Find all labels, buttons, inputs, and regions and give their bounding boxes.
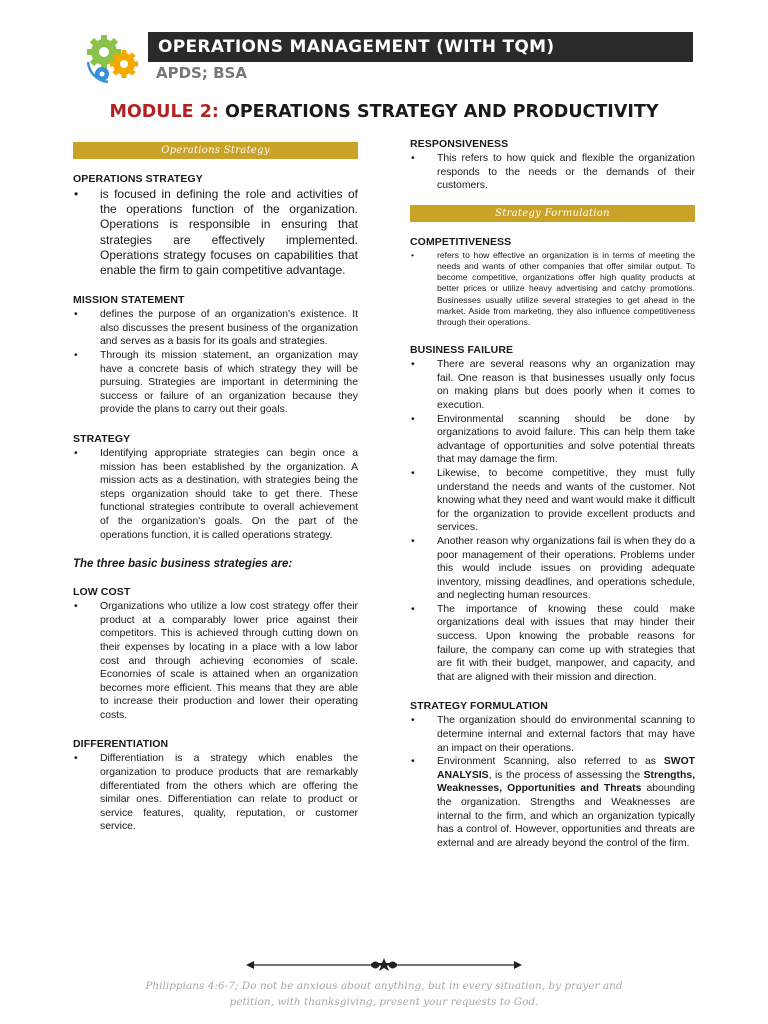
bullet-item: • The organization should do environmental scanning to determine internal and external factors that may have an impact on their operations. bbox=[410, 714, 695, 755]
section-heading: DIFFERENTIATION bbox=[73, 738, 169, 751]
section-heading: LOW COST bbox=[73, 586, 131, 599]
bullet-item: • Organizations who utilize a low cost strategy offer their product at a comparably lower price against their competitors. This is achieved through cutting down on their expenses by locating in a place with a low labor cost and through achieving economies of scale. Economies of scale is attained when an organization becomes more efficient. This means that they are able to increase their production and lower their operating costs. bbox=[73, 600, 358, 722]
module-heading bbox=[0, 102, 768, 122]
right-column bbox=[410, 138, 695, 866]
bullet-item: • Through its mission statement, an organization may have a concrete basis of which strategy they will be pursuing. Strategies are important in determining the success or failure of an organization because they provide the plans to carry out their goals. bbox=[73, 349, 358, 417]
section-operations-strategy bbox=[73, 173, 358, 278]
footer-line: Philippians 4:6-7; Do not be anxious about anything, but in every situation, by prayer and bbox=[145, 980, 623, 992]
left-column bbox=[73, 142, 358, 850]
ornament-divider-icon bbox=[246, 956, 522, 974]
text-run: , is the process of assessing the bbox=[488, 769, 644, 781]
section-heading: STRATEGY bbox=[73, 432, 131, 445]
module-number: MODULE 2: bbox=[109, 102, 219, 122]
bullet-item: • refers to how effective an organization is in terms of meeting the needs and wants of other companies that offer similar output. To become competitive, organizations offer high quality products at better prices or utilize heavy advertising and catchy promotions. Businesses usually utilize several strategies to get ahead in the market. Aside from marketing, they also influence competitiveness through their operations. bbox=[410, 250, 695, 328]
text-run: Environment Scanning, also referred to as bbox=[437, 756, 664, 768]
course-subtitle: APDS; BSA bbox=[156, 64, 247, 82]
section-responsiveness bbox=[410, 138, 695, 193]
section-heading: STRATEGY FORMULATION bbox=[410, 700, 548, 713]
section-heading: MISSION STATEMENT bbox=[73, 294, 185, 307]
section-strategy bbox=[73, 433, 358, 542]
bullet-item: • Identifying appropriate strategies can begin once a mission has been established by the organization. A mission acts as a destination, with strategies being the steps organization should take to get there. These functional strategies contribute to overall achievement of the organization's goals. On the part of the operations function, it is called operations strategy. bbox=[73, 447, 358, 542]
section-heading: RESPONSIVENESS bbox=[410, 138, 509, 150]
swot-elements: Strengths, Weaknesses, Opportunities and Threats bbox=[437, 769, 695, 795]
document-title: OPERATIONS MANAGEMENT (WITH TQM) bbox=[148, 32, 693, 62]
section-mission-statement bbox=[73, 294, 358, 417]
bullet-item: • Differentiation is a strategy which enables the organization to produce products that are remarkably differentiated from the others which are offering the similar ones. Differentiation can relate to product or service features, quality, reputation, or customer service. bbox=[73, 752, 358, 834]
section-heading: COMPETITIVENESS bbox=[410, 235, 512, 248]
section-heading: OPERATIONS STRATEGY bbox=[73, 173, 203, 185]
section-banner-operations-strategy: Operations Strategy bbox=[73, 142, 358, 159]
bible-verse-footer bbox=[100, 978, 668, 1010]
bullet-item: • defines the purpose of an organization's existence. It also discusses the present business of the organization and serves as a basis for its goals and strategies. bbox=[73, 308, 358, 349]
strategies-intro: The three basic business strategies are: bbox=[73, 558, 293, 571]
gears-icon bbox=[84, 32, 144, 84]
section-competitiveness bbox=[410, 236, 695, 328]
bullet-item: • Environmental scanning should be done by organizations to avoid failure. This can help them take advantage of opportunities and solve potential threats that may damage the firm. bbox=[410, 413, 695, 467]
bullet-item: • is focused in defining the role and activities of the operations function of the organization. Operations is responsible in ensuring that strategies are effectively implemented. Operations strategy focuses on capabilities that enable the firm to gain competitive advantage. bbox=[73, 187, 358, 278]
bullet-item: • The importance of knowing these could make organizations deal with issues that may hinder their success. Upon knowing the probable reasons for failure, the company can come up with strategies that are fit with their budget, manpower, and capacity, and that are aligned with their mission and direction. bbox=[410, 603, 695, 685]
bullet-item: • Likewise, to become competitive, they must fully understand the needs and wants of the customer. Not knowing what they need and want would make it difficult for the organization to provide excellent products and services. bbox=[410, 467, 695, 535]
section-low-cost bbox=[73, 586, 358, 722]
section-banner-strategy-formulation: Strategy Formulation bbox=[410, 205, 695, 222]
section-differentiation bbox=[73, 738, 358, 834]
bullet-item: • This refers to how quick and flexible the organization responds to the needs or the demands of their customers. bbox=[410, 152, 695, 193]
section-business-failure bbox=[410, 344, 695, 684]
text-run: abounding the organization. Strengths and Weaknesses are internal to the firm, and which an organization typically has a control of. However, opportunities and threats are external and are already beyond the control of the firm. bbox=[437, 783, 695, 849]
bullet-item: • Another reason why organizations fail is when they do a poor management of their operations. Problems under this would include issues on providing adequate inventory, missing deadlines, and operations schedule, and neglecting human resources. bbox=[410, 535, 695, 603]
bullet-item-swot bbox=[410, 755, 695, 850]
footer-line: petition, with thanksgiving, present your requests to God. bbox=[229, 996, 539, 1008]
swot-term: SWOT ANALYSIS bbox=[437, 756, 695, 781]
section-strategy-formulation bbox=[410, 700, 695, 850]
module-title: OPERATIONS STRATEGY AND PRODUCTIVITY bbox=[224, 102, 659, 122]
section-heading: BUSINESS FAILURE bbox=[410, 344, 514, 357]
bullet-item: • There are several reasons why an organization may fail. One reason is that businesses usually only focus on making plans but does poorly when it comes to execution. bbox=[410, 358, 695, 412]
